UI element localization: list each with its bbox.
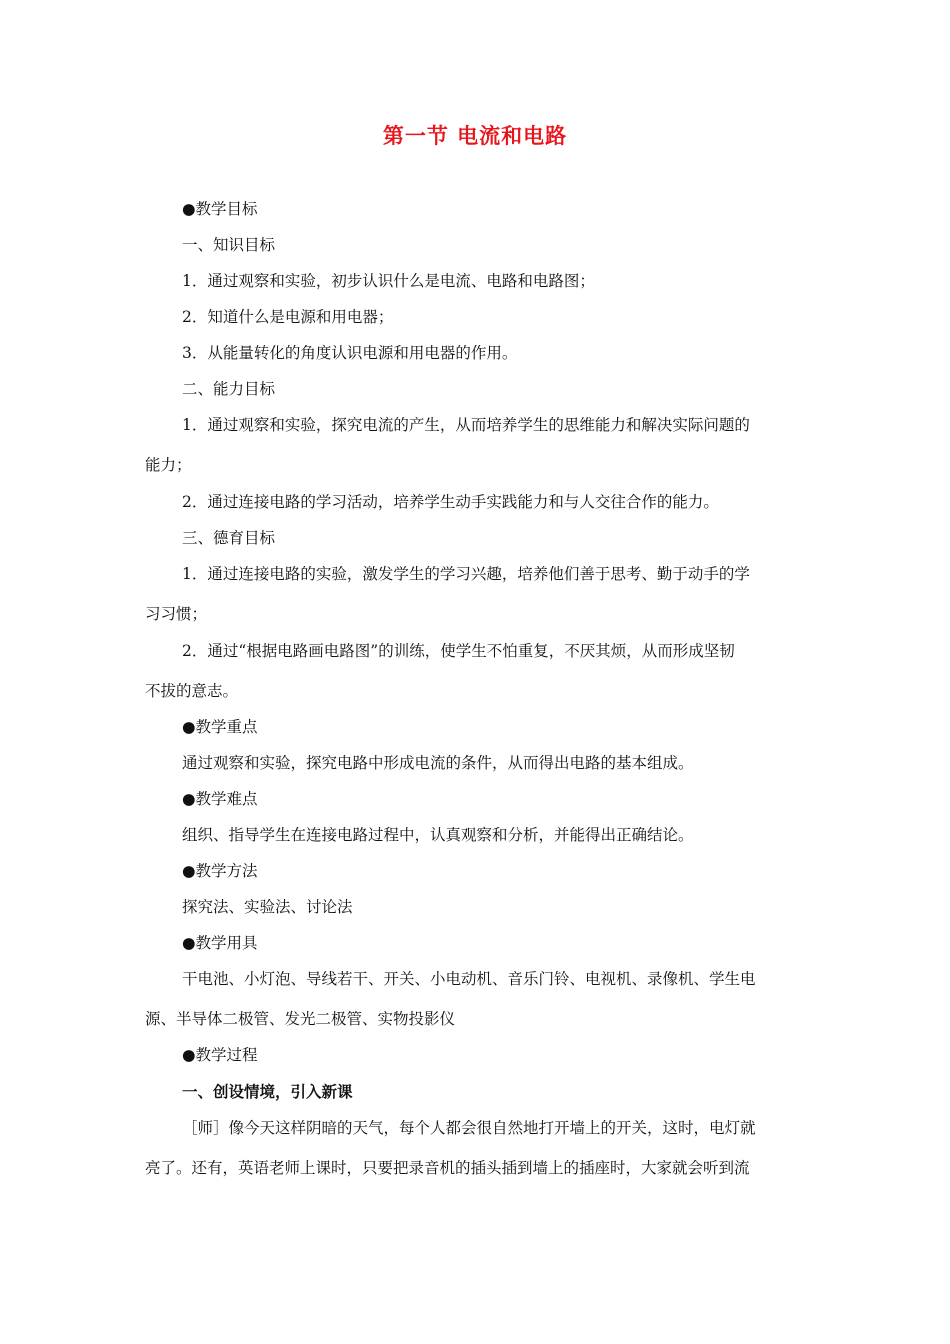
subsection-heading: 三、德育目标 [182, 529, 276, 547]
paragraph-line: 干电池、小灯泡、导线若干、开关、小电动机、音乐门铃、电视机、录像机、学生电 [182, 970, 756, 988]
paragraph-line: 不拔的意志。 [145, 682, 239, 700]
paragraph-line: 1．通过观察和实验，探究电流的产生，从而培养学生的思维能力和解决实际问题的 [182, 416, 750, 434]
section-heading: ●教学方法 [182, 862, 258, 880]
paragraph-line: 探究法、实验法、讨论法 [182, 898, 353, 916]
section-heading: ●教学难点 [182, 790, 258, 808]
paragraph-line: 习习惯； [145, 605, 208, 623]
paragraph-line: 组织、指导学生在连接电路过程中，认真观察和分析，并能得出正确结论。 [182, 826, 694, 844]
paragraph-line: 源、半导体二极管、发光二极管、实物投影仪 [145, 1010, 456, 1028]
section-heading: ●教学目标 [182, 200, 258, 218]
paragraph-line: 亮了。还有，英语老师上课时，只要把录音机的插头插到墙上的插座时，大家就会听到流 [145, 1159, 750, 1177]
paragraph-line: 1．通过观察和实验，初步认识什么是电流、电路和电路图； [182, 272, 595, 290]
paragraph-line: 2．通过“根据电路画电路图”的训练，使学生不怕重复，不厌其烦，从而形成坚韧 [182, 642, 735, 660]
paragraph-line: 3．从能量转化的角度认识电源和用电器的作用。 [182, 344, 518, 362]
subsection-heading: 一、知识目标 [182, 236, 276, 254]
paragraph-line: ［师］像今天这样阴暗的天气，每个人都会很自然地打开墙上的开关，这时，电灯就 [182, 1119, 756, 1137]
paragraph-line: 能力； [145, 456, 192, 474]
subsection-heading: 二、能力目标 [182, 380, 276, 398]
section-heading: ●教学用具 [182, 934, 258, 952]
paragraph-line: 2．知道什么是电源和用电器； [182, 308, 394, 326]
paragraph-line: 2．通过连接电路的学习活动，培养学生动手实践能力和与人交往合作的能力。 [182, 493, 719, 511]
paragraph-line: 通过观察和实验，探究电路中形成电流的条件，从而得出电路的基本组成。 [182, 754, 694, 772]
bold-subheading: 一、创设情境，引入新课 [182, 1082, 353, 1101]
section-heading: ●教学重点 [182, 718, 258, 736]
document-title: 第一节 电流和电路 [382, 124, 568, 148]
section-heading: ●教学过程 [182, 1046, 258, 1064]
paragraph-line: 1．通过连接电路的实验，激发学生的学习兴趣，培养他们善于思考、勤于动手的学 [182, 565, 750, 583]
